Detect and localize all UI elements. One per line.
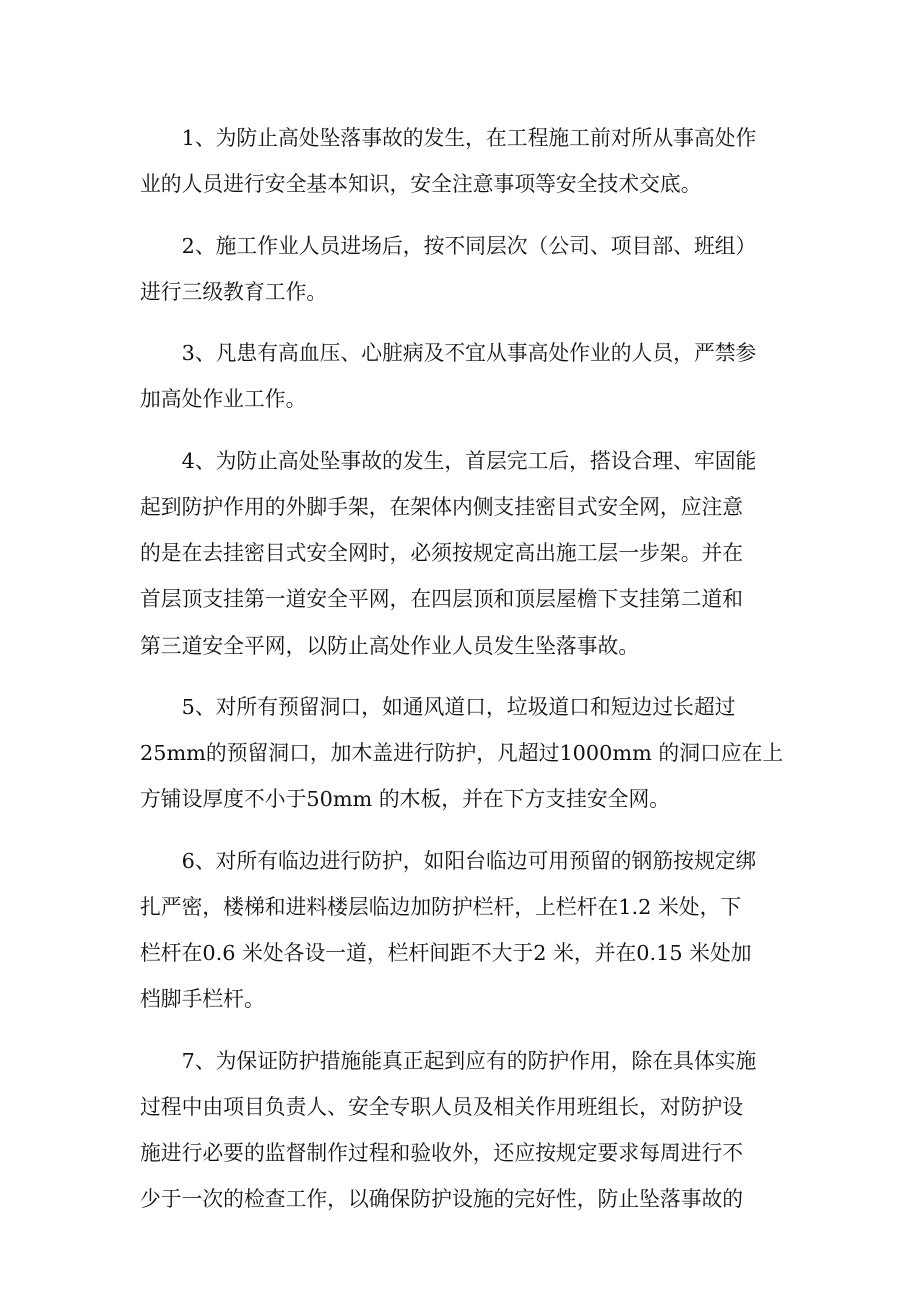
paragraph-line: 扎严密，楼梯和进料楼层临边加防护栏杆，上栏杆在1.2 米处，下 xyxy=(140,894,742,919)
paragraph-7 xyxy=(140,1038,785,1223)
paragraph-line: 施进行必要的监督制作过程和验收外，还应按规定要求每周进行不 xyxy=(140,1141,744,1166)
paragraph-line: 首层顶支挂第一道安全平网，在四层顶和顶层屋檐下支挂第二道和 xyxy=(140,587,744,612)
paragraph-line: 4、为防止高处坠事故的发生，首层完工后，搭设合理、牢固能 xyxy=(140,448,757,473)
paragraph-line: 进行三级教育工作。 xyxy=(140,279,328,304)
paragraph-line: 第三道安全平网，以防止高处作业人员发生坠落事故。 xyxy=(140,633,640,658)
paragraph-line: 6、对所有临边进行防护，如阳台临边可用预留的钢筋按规定绑 xyxy=(140,848,757,873)
paragraph-line: 档脚手栏杆。 xyxy=(140,987,265,1012)
paragraph-line: 1、为防止高处坠落事故的发生，在工程施工前对所从事高处作 xyxy=(140,126,757,150)
paragraph-line: 栏杆在0.6 米处各设一道，栏杆间距不大于2 米，并在0.15 米处加 xyxy=(140,941,752,966)
paragraph-line: 过程中由项目负责人、安全专职人员及相关作用班组长，对防护设 xyxy=(140,1094,744,1119)
paragraph-5 xyxy=(140,684,785,823)
paragraph-line: 少于一次的检查工作，以确保防护设施的完好性，防止坠落事故的 xyxy=(140,1187,744,1212)
document-body xyxy=(140,115,785,1238)
paragraph-line: 2、施工作业人员进场后，按不同层次（公司、项目部、班组） xyxy=(140,233,757,258)
paragraph-line: 的是在去挂密目式安全网时，必须按规定高出施工层一步架。并在 xyxy=(140,541,744,566)
paragraph-line: 5、对所有预留洞口，如通风道口，垃圾道口和短边过长超过 xyxy=(140,694,736,719)
paragraph-line: 起到防护作用的外脚手架，在架体内侧支挂密目式安全网，应注意 xyxy=(140,494,744,519)
paragraph-line: 业的人员进行安全基本知识，安全注意事项等安全技术交底。 xyxy=(140,172,702,197)
paragraph-6 xyxy=(140,838,785,1023)
paragraph-4 xyxy=(140,438,785,669)
paragraph-line: 25mm的预留洞口，加木盖进行防护，凡超过1000mm 的洞口应在上 xyxy=(140,741,784,766)
paragraph-2 xyxy=(140,223,785,315)
paragraph-line: 7、为保证防护措施能真正起到应有的防护作用，除在具体实施 xyxy=(140,1048,757,1073)
paragraph-line: 加高处作业工作。 xyxy=(140,387,307,412)
paragraph-line: 方铺设厚度不小于50mm 的木板，并在下方支挂安全网。 xyxy=(140,787,671,812)
paragraph-1 xyxy=(140,115,785,207)
paragraph-3 xyxy=(140,330,785,422)
paragraph-line: 3、凡患有高血压、心脏病及不宜从事高处作业的人员，严禁参 xyxy=(140,341,757,366)
